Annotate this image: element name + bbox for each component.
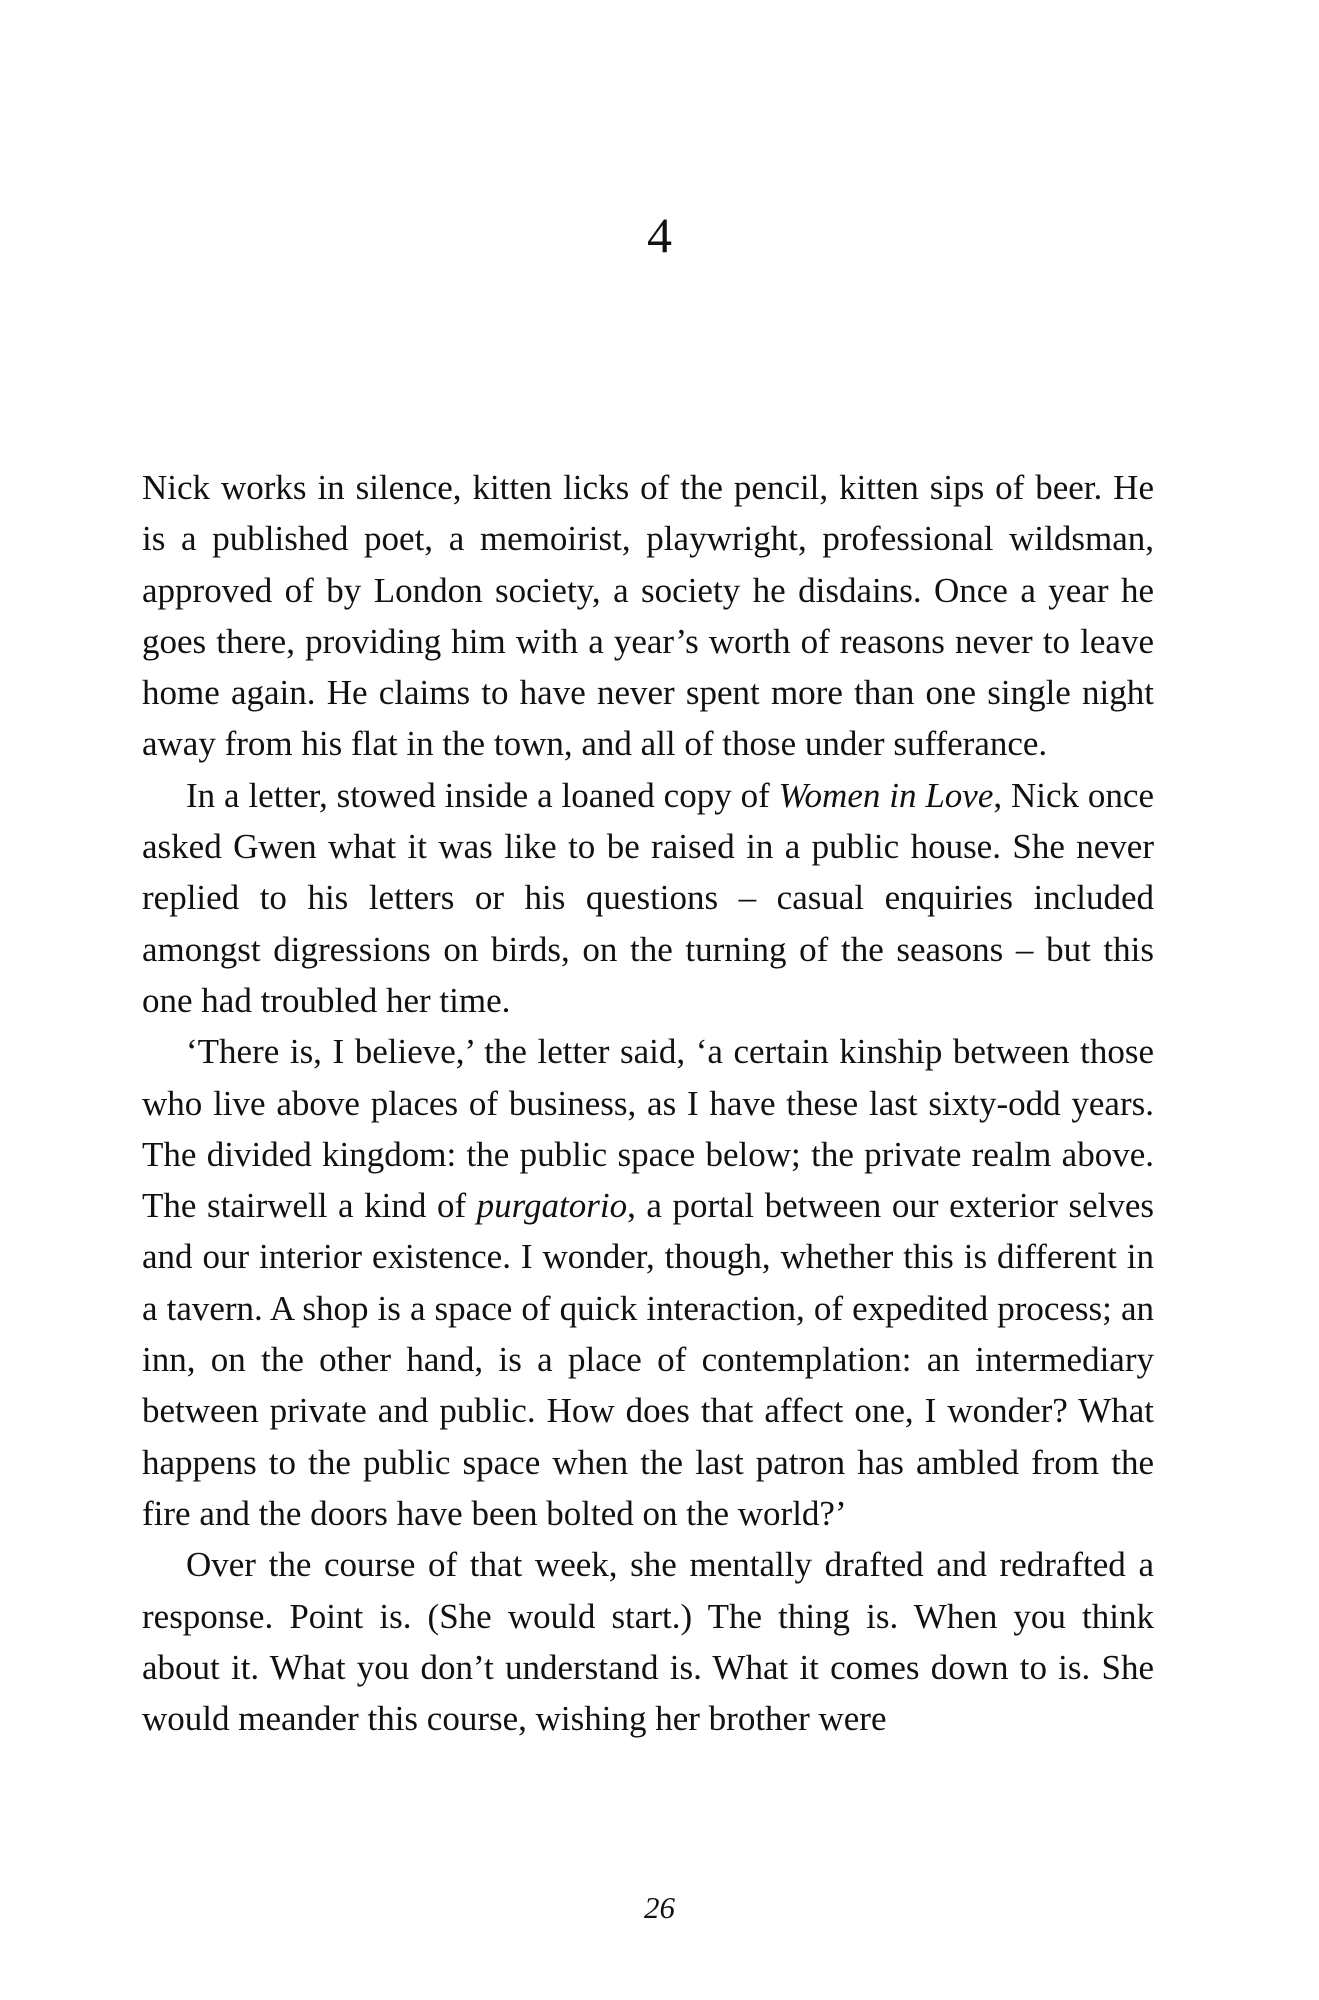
paragraph-4 [142, 1539, 1154, 1744]
paragraph-4-text: Over the course of that week, she mentally drafted and redrafted a response. Point is. (She would start.) The thing is. When you think about it. What you don’t understand is. What it comes down to is. She would meander this course, wishing her brother were [142, 1545, 1154, 1739]
chapter-number: 4 [647, 207, 672, 263]
paragraph-2-text-b: , Nick once asked Gwen what it was like to be raised in a public house. She never replied to his letters or his questions – casual enquiries included amongst digressions on birds, on the turning of the seasons – but this one had troubled her time. [142, 775, 1154, 1020]
paragraph-3-text-b: , a portal between our exterior selves and our interior existence. I wonder, though, whether this is different in a tavern. A shop is a space of quick interaction, of expedited process; an inn, on the other hand, is a place of contemplation: an intermediary between private and public. How does that affect one, I wonder? What happens to the public space when the last patron has ambled from the fire and the doors have been bolted on the world?’ [142, 1186, 1154, 1533]
paragraph-3 [142, 1026, 1154, 1539]
paragraph-1 [142, 462, 1154, 770]
book-title-women-in-love: Women in Love [778, 775, 994, 815]
body-text [142, 462, 1154, 1744]
paragraph-2-text-a: In a letter, stowed inside a loaned copy of [186, 775, 779, 815]
italic-purgatorio: purgatorio [476, 1186, 628, 1226]
page-number: 26 [644, 1890, 675, 1925]
paragraph-2 [142, 770, 1154, 1026]
paragraph-1-text: Nick works in silence, kitten licks of the pencil, kitten sips of beer. He is a published poet, a memoirist, playwright, professional wildsman, approved of by London society, a society he disdains. Once a year he goes there, providing him with a year’s worth of reasons never to leave home again. He claims to have never spent more than one single night away from his flat in the town, and all of those under sufferance. [142, 468, 1154, 764]
paragraph-3-text-a: ‘There is, I believe,’ the letter said, ‘a certain kinship between those who live above places of business, as I have these last sixty-odd years. The divided kingdom: the public space below; the private realm above. The stairwell a kind of [142, 1032, 1154, 1226]
